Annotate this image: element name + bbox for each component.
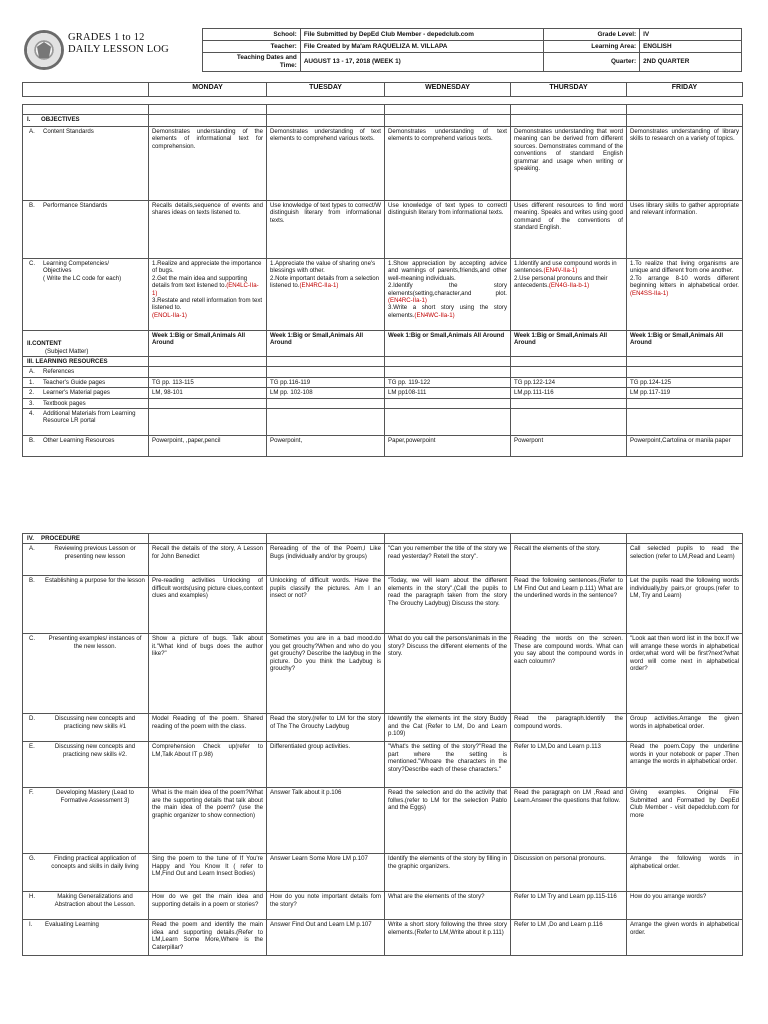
cell-tuesday: Powerpoint, <box>267 436 385 457</box>
day-header-thursday: THURSDAY <box>511 83 627 97</box>
row-label-text: Reviewing previous Lesson or presenting new lesson <box>54 545 136 560</box>
quarter-value: 2ND QUARTER <box>640 53 742 72</box>
row-number: A. <box>29 128 35 135</box>
row-number: E. <box>29 743 35 751</box>
cell-tuesday: How do you note important details fom the story? <box>267 892 385 920</box>
content-cell: Week 1:Big or Small,Animals All Around <box>149 331 267 357</box>
row-label-text: Presenting examples/ instances of the new lesson. <box>48 635 142 650</box>
cell-tuesday <box>267 409 385 436</box>
cell-wednesday: "What's the setting of the story?"Read the part where the setting is mentioned."Whoare the characters in the story?Describe each of these characters." <box>385 742 511 788</box>
competency-tuesday: 1.Appreciate the value of sharing one's blessings with other. 2.Note important details from a selection listened to.(EN4RC-IIa-1) <box>267 259 385 331</box>
row-label-text: Finding practical application of concepts and skills in daily living <box>51 855 139 870</box>
row-label-text: Developing Mastery (Lead to Formative Assessment 3) <box>56 789 134 804</box>
cell-tuesday: Answer Learn Some More LM p.107 <box>267 854 385 892</box>
grade-value: IV <box>640 29 742 41</box>
cell-wednesday: Write a short story following the three story elements.(Refer to LM,Write about it p.111) <box>385 920 511 956</box>
area-label: Learning Area: <box>544 41 640 53</box>
row-label <box>23 201 149 259</box>
cell-friday: How do you arrange words? <box>627 892 743 920</box>
row-number: 2. <box>29 389 35 397</box>
section-row <box>23 105 743 115</box>
row-number: H. <box>29 893 36 901</box>
procedure-row <box>23 742 743 788</box>
cell-thursday: Uses different resources to find word meaning. Speaks and writes using good command of the conventions of standard English. <box>511 201 627 259</box>
cell-monday <box>149 398 267 408</box>
procedure-row <box>23 854 743 892</box>
objectives-content-table <box>22 104 743 457</box>
row-label <box>23 436 149 457</box>
cell-tuesday: LM pp. 102-108 <box>267 388 385 398</box>
resources-row <box>23 436 743 457</box>
row-label-text: Content Standards <box>43 128 94 135</box>
teacher-label: Teacher: <box>203 41 301 53</box>
cell-monday: Model Reading of the poem. Shared reading of the poem with the class. <box>149 714 267 742</box>
cell-wednesday: Idewntify the elements int the story Buddy and the Cat (Refer to LM, Do and Learn p.109) <box>385 714 511 742</box>
dates-value: AUGUST 13 - 17, 2018 (WEEK 1) <box>300 53 543 72</box>
cell-monday: Show a picture of bugs. Talk about it."What kind of bugs does the author like?" <box>149 634 267 714</box>
cell-tuesday: Answer Find Out and Learn LM p.107 <box>267 920 385 956</box>
cell-monday <box>149 409 267 436</box>
procedure-row <box>23 714 743 742</box>
row-number: A. <box>29 545 35 553</box>
cell-friday: "Look aat then word list in the box.If we will arrange these words in alphabetical order,what word will be first?next?what word will come next in alphabetical order? <box>627 634 743 714</box>
row-label-text: Making Generalizations and Abstraction about the Lesson. <box>54 893 136 908</box>
section-resources: III. LEARNING RESOURCES <box>23 357 149 367</box>
cell-monday: Sing the poem to the tune of If You're Happy and You Know It ( refer to LM,Find Out and Learn Insect Bodies) <box>149 854 267 892</box>
cell-tuesday: Sometimes you are in a bad mood.do you get grouchy?When and who do you get grouchy? Describe the ladybug in the picture. Do you think the Ladybug is grouchy? <box>267 634 385 714</box>
cell-friday: Arrange the following words in alphabetical order. <box>627 854 743 892</box>
cell-thursday: Read the paragraph.Identify the compound words. <box>511 714 627 742</box>
cell-thursday: Demonstrates understanding that word meaning can be derived from different sources. Demonstrates command of the conventions of standard English grammar and usage when writing or speaking. <box>511 127 627 201</box>
cell-thursday <box>511 367 627 377</box>
cell-wednesday <box>385 409 511 436</box>
cell-thursday: Read the paragraph on LM ,Read and Learn.Answer the questions that follow. <box>511 788 627 854</box>
cell-wednesday <box>385 398 511 408</box>
cell-friday: LM pp.117-119 <box>627 388 743 398</box>
resources-row <box>23 367 743 377</box>
row-label <box>23 127 149 201</box>
cell-friday <box>627 409 743 436</box>
row-number: B. <box>29 577 35 585</box>
cell-monday <box>149 367 267 377</box>
row-label <box>23 377 149 387</box>
section-objectives: I. OBJECTIVES <box>23 115 149 127</box>
row-label <box>23 634 149 714</box>
row-label <box>23 892 149 920</box>
cell-monday: Recall the details of the story, A Lesson for John Benedict <box>149 544 267 576</box>
cell-monday: Recalls details,sequence of events and shares ideas on texts listened to. <box>149 201 267 259</box>
deped-seal-icon <box>24 30 64 70</box>
cell-wednesday: Identify the elements of the story by filling in the graphic organizers. <box>385 854 511 892</box>
procedure-table <box>22 533 743 956</box>
cell-friday: Read the poem.Copy the underline words in your notebook or paper .Then arrange the words in alphabetical order. <box>627 742 743 788</box>
row-label <box>23 409 149 436</box>
cell-friday: Let the pupils read the following words individually,by pairs,or groups.(refer to LM, Try and Learn) <box>627 576 743 634</box>
day-header-row <box>23 83 743 97</box>
content-row <box>23 331 743 357</box>
cell-thursday: TG pp.122-124 <box>511 377 627 387</box>
cell-friday: Group activities.Arrange the given words in alphabetical order. <box>627 714 743 742</box>
school-label: School: <box>203 29 301 41</box>
cell-wednesday: "Can you remember the title of the story we read yesterday? Retell the story". <box>385 544 511 576</box>
cell-monday: Pre-reading activities Unlocking of difficult words(using picture clues,context clues and examples) <box>149 576 267 634</box>
row-label <box>23 367 149 377</box>
objectives-row <box>23 127 743 201</box>
row-label-text: Performance Standards <box>43 202 108 209</box>
cell-wednesday: What are the elements of the story? <box>385 892 511 920</box>
cell-monday: Demonstrates understanding of the elements of informational text for comprehension. <box>149 127 267 201</box>
row-number: 1. <box>29 378 35 386</box>
row-number: B. <box>29 437 35 445</box>
cell-friday <box>627 398 743 408</box>
row-label <box>23 742 149 788</box>
cell-tuesday: Use knowledge of text types to correct/W distinguish literary from informational texts. <box>267 201 385 259</box>
cell-tuesday: Demonstrates understanding of text elements to comprehend various texts. <box>267 127 385 201</box>
content-cell: Week 1:Big or Small,Animals All Around <box>511 331 627 357</box>
resources-row <box>23 377 743 387</box>
procedure-row <box>23 892 743 920</box>
day-header-tuesday: TUESDAY <box>267 83 385 97</box>
section-row <box>23 357 743 367</box>
resources-row <box>23 388 743 398</box>
row-label <box>23 788 149 854</box>
cell-friday: Call selected pupils to read the selection (refer to LM,Read and Learn) <box>627 544 743 576</box>
procedure-row <box>23 634 743 714</box>
procedure-row <box>23 544 743 576</box>
content-cell: Week 1:Big or Small,Animals All Around <box>627 331 743 357</box>
cell-wednesday: LM pp108-111 <box>385 388 511 398</box>
row-number: C. <box>29 635 36 643</box>
title-line-2: DAILY LESSON LOG <box>68 44 169 55</box>
cell-monday: Read the poem and identify the main idea and supporting details.(Refer to LM,Learn Some More,Where is the Caterpillar? <box>149 920 267 956</box>
cell-tuesday: Differentiated group activities. <box>267 742 385 788</box>
cell-tuesday: Rereading of the of the Poem,I Like Bugs (individually and/or by groups) <box>267 544 385 576</box>
row-label-text: References <box>43 368 75 376</box>
cell-tuesday: Answer Talk about it p.106 <box>267 788 385 854</box>
competency-wednesday: 1.Show appreciation by accepting advice and warnings of parents,friends,and other well-meaning individuals. 2.Identify the story elements(setting,character,and plot.(EN4RC-IIa-1) 3.Write a short story using the story elements.(EN4WC-IIa-1) <box>385 259 511 331</box>
row-number: I. <box>29 921 33 929</box>
cell-wednesday: Read the selection and do the activity that follws.(refer to LM for the selection Pablo and the Eggs) <box>385 788 511 854</box>
section-procedure: IV. PROCEDURE <box>23 534 149 544</box>
day-header-wednesday: WEDNESDAY <box>385 83 511 97</box>
area-value: ENGLISH <box>640 41 742 53</box>
row-label-text: Learner's Material pages <box>43 389 110 397</box>
cell-wednesday: "Today, we will learn about the different elements in the story".(Call the pupils to read the paragraph taken from the story The Grouchy Ladybug) Discuss the story. <box>385 576 511 634</box>
cell-thursday: Reading the words on the screen. These are compound words. What can you say about the compound words in each coloumn? <box>511 634 627 714</box>
cell-monday: TG pp. 113-115 <box>149 377 267 387</box>
row-label-text: Other Learning Resources <box>43 437 115 445</box>
dates-label-line-1: Teaching Dates and <box>236 54 297 61</box>
content-cell: Week 1:Big or Small,Animals All Around <box>385 331 511 357</box>
title-line-1: GRADES 1 to 12 <box>68 32 145 43</box>
resources-row <box>23 398 743 408</box>
cell-wednesday: Use knowledge of text types to correctl distinguish literary from informational texts. <box>385 201 511 259</box>
cell-wednesday <box>385 367 511 377</box>
cell-thursday: Powerpont <box>511 436 627 457</box>
cell-tuesday <box>267 398 385 408</box>
document-title <box>68 32 169 56</box>
row-label-text: Textbook pages <box>43 399 86 407</box>
cell-monday: Comprehension Check up(refer to LM,Talk About IT p.98) <box>149 742 267 788</box>
cell-monday: How do we get the main idea and supporting details in a poem or stories? <box>149 892 267 920</box>
row-number: F. <box>29 789 34 797</box>
dates-label-line-2: Time: <box>279 62 297 69</box>
row-label <box>23 398 149 408</box>
resources-row <box>23 409 743 436</box>
row-label-text: Discussing new concepts and practicing new skills #2. <box>54 743 136 758</box>
cell-thursday: Refer to LM ,Do and Learn p.116 <box>511 920 627 956</box>
school-value: File Submitted by DepEd Club Member - depedclub.com <box>300 29 543 41</box>
cell-thursday <box>511 409 627 436</box>
objectives-table <box>22 82 743 97</box>
cell-thursday: Read the following sentences.(Refer to LM Find Out and Learn p.111) What are the underlined words in the sentence? <box>511 576 627 634</box>
row-number: G. <box>29 855 36 863</box>
grade-label: Grade Level: <box>544 29 640 41</box>
row-label-text: Teacher's Guide pages <box>43 378 106 386</box>
cell-tuesday <box>267 367 385 377</box>
competency-friday: 1.To realize that living organisms are unique and different from one another. 2.To arrange 8-10 words different beginning letters in alphabetical order.(EN4SS-IIa-1) <box>627 259 743 331</box>
cell-thursday: Discussion on personal pronouns. <box>511 854 627 892</box>
row-label-text: Discussing new concepts and practicing new skills #1 <box>54 715 136 730</box>
row-number: 4. <box>29 410 35 418</box>
row-label-text: Evaluating Learning <box>45 921 99 929</box>
cell-thursday: LM,pp.111-116 <box>511 388 627 398</box>
cell-friday: Giving examples. Original File Submitted and Formatted by DepEd Club Member - visit depedclub.com for more <box>627 788 743 854</box>
procedure-row <box>23 576 743 634</box>
cell-thursday: Refer to LM Try and Learn pp.115-116 <box>511 892 627 920</box>
cell-monday: What is the main idea of the poem?What are the supporting details that talk about the main idea of the poem? (use the graphic organizer to show connection) <box>149 788 267 854</box>
competencies-row <box>23 259 743 331</box>
cell-friday: Uses library skills to gather appropriate and relevant information. <box>627 201 743 259</box>
section-content: II.CONTENT (Subject Matter) <box>23 331 149 357</box>
competency-monday: 1.Realize and appreciate the importance of bugs. 2.Get the main idea and supporting details from text listened to.(EN4LC-IIa-1) 3.Restate and retell information from text listened to. (ENOL-IIa-1) <box>149 259 267 331</box>
document-header <box>22 28 742 76</box>
cell-wednesday: Paper,powerpoint <box>385 436 511 457</box>
row-label <box>23 388 149 398</box>
cell-friday: Demonstrates understanding of library skills to research on a variety of topics. <box>627 127 743 201</box>
row-number: D. <box>29 715 36 723</box>
cell-friday: Arrange the given words in alphabetical order. <box>627 920 743 956</box>
day-header-friday: FRIDAY <box>627 83 743 97</box>
cell-tuesday: TG pp.116-119 <box>267 377 385 387</box>
section-row <box>23 534 743 544</box>
procedure-row <box>23 920 743 956</box>
cell-thursday <box>511 398 627 408</box>
cell-wednesday: Demonstrates understanding of text elements to comprehend various texts. <box>385 127 511 201</box>
procedure-row <box>23 788 743 854</box>
cell-friday: Powerpoint,Cartolina or manila paper <box>627 436 743 457</box>
cell-thursday: Refer to LM,Do and Learn p.113 <box>511 742 627 788</box>
cell-friday <box>627 367 743 377</box>
cell-wednesday: What do you call the persons/animals in the story? Discuss the different elements of the story. <box>385 634 511 714</box>
row-label <box>23 920 149 956</box>
section-row <box>23 115 743 127</box>
row-number: 3. <box>29 399 35 407</box>
row-label: C. Learning Competencies/ Objectives ( Write the LC code for each) <box>23 259 149 331</box>
row-label <box>23 854 149 892</box>
cell-monday: LM, 98-101 <box>149 388 267 398</box>
cell-thursday: Recall the elements of the story. <box>511 544 627 576</box>
competency-thursday: 1.Identify and use compound words in sentences.(EN4V-IIa-1) 2.Use personal pronouns and their antecedents.(EN4G-IIa-b-1) <box>511 259 627 331</box>
row-label-text: Additional Materials from Learning Resource LR portal <box>43 410 136 425</box>
cell-monday: Powerpoint, ,paper,pencil <box>149 436 267 457</box>
teacher-value: File Created by Ma'am RAQUELIZA M. VILLAPA <box>300 41 543 53</box>
objectives-row <box>23 201 743 259</box>
row-label <box>23 544 149 576</box>
day-header-monday: MONDAY <box>149 83 267 97</box>
content-cell: Week 1:Big or Small,Animals All Around <box>267 331 385 357</box>
cell-wednesday: TG pp. 119-122 <box>385 377 511 387</box>
school-info-table <box>202 28 742 72</box>
quarter-label: Quarter: <box>544 53 640 72</box>
row-label-text: Establishing a purpose for the lesson <box>45 577 145 585</box>
row-number: B. <box>29 202 35 209</box>
cell-tuesday: Read the story.(refer to LM for the story of The The Grouchy Ladybug <box>267 714 385 742</box>
cell-tuesday: Unlocking of difficult words. Have the pupils classify the pictures. Am I an insect or not? <box>267 576 385 634</box>
row-number: A. <box>29 368 35 376</box>
row-label <box>23 714 149 742</box>
dates-label <box>203 53 301 72</box>
row-label <box>23 576 149 634</box>
cell-friday: TG pp.124-125 <box>627 377 743 387</box>
